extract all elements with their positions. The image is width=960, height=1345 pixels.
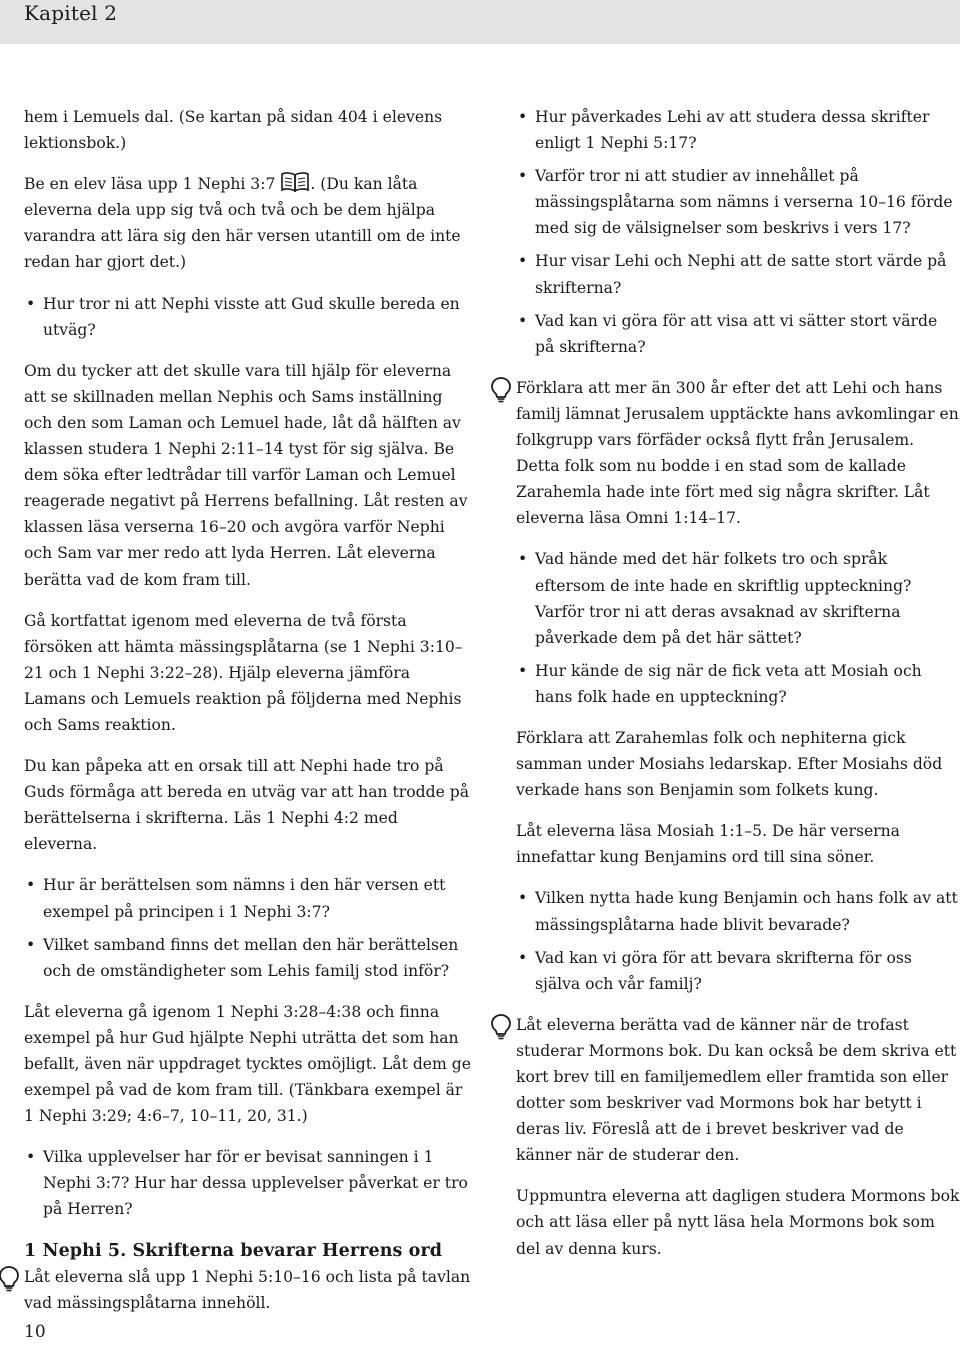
paragraph: Gå kortfattat igenom med eleverna de två första försöken att hämta mässingsplåtarna (se 1 Nephi 3:10–21 och 1 Nephi 3:22–28). Hjälp eleverna jämföra Lamans och Lemuels reaktion på följderna med Nephis och Sams reaktion. [24,611,463,734]
question-item: • Vad kan vi göra för att visa att vi sätter stort värde på skrifterna? [516,308,960,360]
teaching-tip [516,1012,960,1169]
paragraph: Uppmuntra eleverna att dagligen studera Mormons bok och att läsa eller på nytt läsa hela Mormons bok som del av denna kurs. [516,1187,960,1258]
teaching-tip [24,1264,472,1316]
question-item: • Vilken nytta hade kung Benjamin och hans folk av att mässingsplåtarna hade blivit bevarade? [516,885,960,937]
lightbulb-icon [0,1265,20,1293]
book-icon [280,171,310,192]
chapter-title: Kapitel 2 [24,1,118,25]
paragraph: Förklara att mer än 300 år efter det att Lehi och hans familj lämnat Jerusalem upptäckte hans avkomlingar en folkgrupp vars förfäder också flytt från Jerusalem. Detta folk som nu bodde i en stad som de kallade Zarahemla hade inte fört med sig några skrifter. Låt eleverna läsa Omni 1:14–17. [516,378,959,528]
paragraph: Om du tycker att det skulle vara till hjälp för eleverna att se skillnaden mellan Nephis och Sams inställning och den som Laman och Lemuel hade, låt då hälften av klassen studera 1 Nephi 2:11–14 tyst för sig själva. Be dem söka efter ledtrådar till varför Laman och Lemuel reagerade negativt på Herrens befallning. Låt resten av klassen läsa verserna 16–20 och avgöra varför Nephi och Sam var mer redo att lyda Herren. Låt eleverna berätta vad de kom fram till. [24,361,468,589]
paragraph-text: Be en elev läsa upp 1 Nephi 3:7 [24,175,276,194]
question-list [24,872,472,983]
question-item: • Hur är berättelsen som nämns i den här versen ett exempel på principen i 1 Nephi 3:7? [24,872,472,924]
question-item: • Vilka upplevelser har för er bevisat sanningen i 1 Nephi 3:7? Hur har dessa upplevelser påverkat er tro på Herren? [24,1144,472,1222]
question-item: • Hur påverkades Lehi av att studera dessa skrifter enligt 1 Nephi 5:17? [516,104,960,156]
lightbulb-icon [490,1013,512,1041]
question-item: • Vilket samband finns det mellan den här berättelsen och de omständigheter som Lehis familj stod inför? [24,932,472,984]
lightbulb-icon [490,376,512,404]
section-heading: 1 Nephi 5. Skrifterna bevarar Herrens ord [24,1240,443,1261]
teaching-tip [516,375,960,532]
question-item: • Hur visar Lehi och Nephi att de satte stort värde på skrifterna? [516,248,960,300]
left-column [24,104,472,1331]
right-column [516,104,960,1277]
paragraph: hem i Lemuels dal. (Se kartan på sidan 404 i elevens lektionsbok.) [24,108,443,153]
question-item: • Vad kan vi göra för att bevara skrifterna för oss själva och vår familj? [516,945,960,997]
paragraph: Du kan påpeka att en orsak till att Nephi hade tro på Guds förmåga att bereda en utväg var att han trodde på berättelserna i skrifterna. Läs 1 Nephi 4:2 med eleverna. [24,757,470,854]
question-item: • Varför tror ni att studier av innehållet på mässingsplåtarna som nämns i verserna 10–16 förde med sig de välsignelser som beskrivs i vers 17? [516,163,960,241]
paragraph: Låt eleverna läsa Mosiah 1:1–5. De här verserna innefattar kung Benjamins ord till sina söner. [516,822,900,867]
question-list [24,1144,472,1222]
question-list [516,104,960,360]
question-list [516,885,960,996]
paragraph: Låt eleverna gå igenom 1 Nephi 3:28–4:38 och finna exempel på hur Gud hjälpte Nephi uträtta det som han befallt, även när uppdraget tycktes omöjligt. Låt dem ge exempel på vad de kom fram till. (Tänkbara exempel är 1 Nephi 3:29; 4:6–7, 10–11, 20, 31.) [24,1002,471,1126]
question-list [24,291,472,343]
question-item: • Hur kände de sig när de fick veta att Mosiah och hans folk hade en uppteckning? [516,658,960,710]
paragraph: Låt eleverna slå upp 1 Nephi 5:10–16 och lista på tavlan vad mässingsplåtarna innehöll. [24,1267,471,1312]
paragraph [24,171,472,275]
page-header [0,0,960,44]
paragraph-text: . (Du kan låta eleverna dela upp sig två och två och be dem hjälpa varandra att lära sig den här versen utantill om de inte redan har gjort det.) [24,175,461,272]
question-item: • Hur tror ni att Nephi visste att Gud skulle bereda en utväg? [24,291,472,343]
question-list [516,546,960,710]
question-item: • Vad hände med det här folkets tro och språk eftersom de inte hade en skriftlig uppteckning? Varför tror ni att deras avsaknad av skrifterna påverkade dem på det här sättet? [516,546,960,650]
paragraph: Låt eleverna berätta vad de känner när de trofast studerar Mormons bok. Du kan också be dem skriva ett kort brev till en familjemedlem eller framtida son eller dotter som beskriver vad Mormons bok har betytt i deras liv. Föreslå att de i brevet beskriver vad de känner när de studerar den. [516,1015,957,1165]
page-number: 10 [24,1322,46,1342]
paragraph: Förklara att Zarahemlas folk och nephiterna gick samman under Mosiahs ledarskap. Efter Mosiahs död verkade hans son Benjamin som folkets kung. [516,728,943,800]
